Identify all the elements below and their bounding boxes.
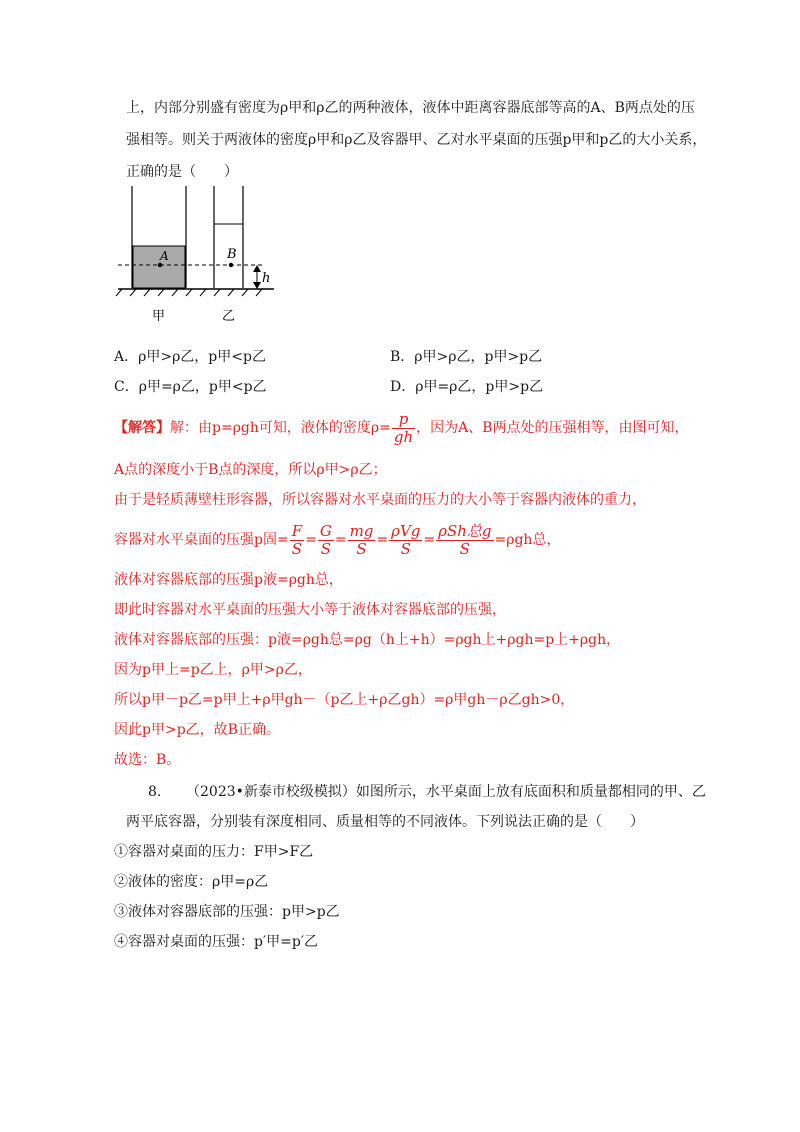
option-d: D．ρ甲=ρ乙，p甲>p乙 — [390, 379, 544, 395]
q8-item-2: ②液体的密度：ρ甲=ρ乙 — [114, 874, 269, 890]
frac-mgS: $\frac{mg}{S}$ — [349, 521, 374, 558]
q8-text-line1: （2023•新泰市校级模拟）如图所示，水平桌面上放有底面积和质量都相同的甲、乙 — [186, 784, 706, 800]
frac-rhoShgS: $\frac{\text{ρSh总g}}{S}$ — [438, 521, 492, 558]
answer-line10: 因此p甲>p乙，故B正确。 — [114, 722, 280, 738]
q8-text-line2: 两平底容器，分别装有深度相同、质量相等的不同液体。下列说法正确的是（ ） — [126, 814, 644, 830]
frac-num: p — [392, 411, 415, 429]
density-fraction — [392, 411, 415, 446]
answer-line6: 即此时容器对水平桌面的压强大小等于液体对容器底部的压强， — [114, 602, 506, 618]
q7-text-line2: 强相等。则关于两液体的密度ρ甲和ρ乙及容器甲、乙对水平桌面的压强p甲和p乙的大小关系， — [126, 132, 707, 148]
answer-line8: 因为p甲上=p乙上，ρ甲>ρ乙， — [114, 662, 312, 678]
frac-den: gh — [393, 427, 414, 446]
answer-l4-a: 容器对水平桌面的压强p固= — [114, 532, 289, 548]
answer-line5: 液体对容器底部的压强p液=ρgh总， — [114, 572, 343, 588]
frac-FS: $\frac{F}{S}$ — [291, 521, 303, 558]
q8-item-4: ④容器对桌面的压强：p′甲=p′乙 — [114, 934, 319, 950]
answer-line1 — [114, 408, 689, 448]
label-B: B — [227, 247, 237, 262]
answer-l4-b: =ρgh总， — [494, 532, 561, 548]
liquid-jia — [133, 246, 185, 288]
q7-text-line1: 上，内部分别盛有密度为ρ甲和ρ乙的两种液体，液体中距离容器底部等高的A、B两点处的压 — [126, 100, 695, 116]
answer-tag: 【解答】 — [114, 420, 170, 436]
q8-item-3: ③液体对容器底部的压强：p甲>p乙 — [114, 904, 340, 920]
answer-l1-a: 解：由p=ρgh可知，液体的密度ρ= — [170, 420, 391, 436]
answer-l1-b: ，因为A、B两点处的压强相等，由图可知， — [416, 420, 689, 436]
answer-line9: 所以p甲－p乙=p甲上+ρ甲gh－（p乙上+ρ乙gh）=ρ甲gh－ρ乙gh>0， — [114, 692, 575, 708]
answer-line2: A点的深度小于B点的深度，所以ρ甲>ρ乙； — [114, 462, 387, 478]
label-A: A — [160, 249, 169, 263]
answer-line11: 故选：B。 — [114, 752, 181, 768]
caption-yi: 乙 — [222, 309, 236, 324]
frac-GS: $\frac{G}{S}$ — [319, 521, 332, 558]
label-h: h — [262, 271, 271, 286]
option-b: B．ρ甲>ρ乙，p甲>p乙 — [390, 349, 543, 365]
q8-item-1: ①容器对桌面的压力：F甲>F乙 — [114, 844, 314, 860]
q8-number: 8. — [148, 784, 162, 800]
answer-line3: 由于是轻质薄壁柱形容器，所以容器对水平桌面的压力的大小等于容器内液体的重力， — [114, 492, 646, 508]
caption-jia: 甲 — [152, 309, 166, 324]
option-a: A．ρ甲>ρ乙，p甲<p乙 — [114, 349, 266, 365]
containers-diagram — [114, 184, 284, 334]
frac-rhoVgS: $\frac{\text{ρVg}}{S}$ — [391, 521, 421, 558]
option-c: C．ρ甲=ρ乙，p甲<p乙 — [114, 379, 267, 395]
answer-line7: 液体对容器底部的压强：p液=ρgh总=ρg（h上+h）=ρgh上+ρgh=p上+ρgh， — [114, 632, 621, 648]
q7-text-line3: 正确的是（ ） — [126, 164, 238, 180]
answer-line4: 容器对水平桌面的压强p固= $\frac{F}{S}$ = $\frac{G}{S}$ = $\frac{mg}{S}$ = $\frac{\text{ρVg}}{S}$ = $\frac{\text{ρSh总g}}{S}$ =ρgh总， — [114, 521, 561, 558]
